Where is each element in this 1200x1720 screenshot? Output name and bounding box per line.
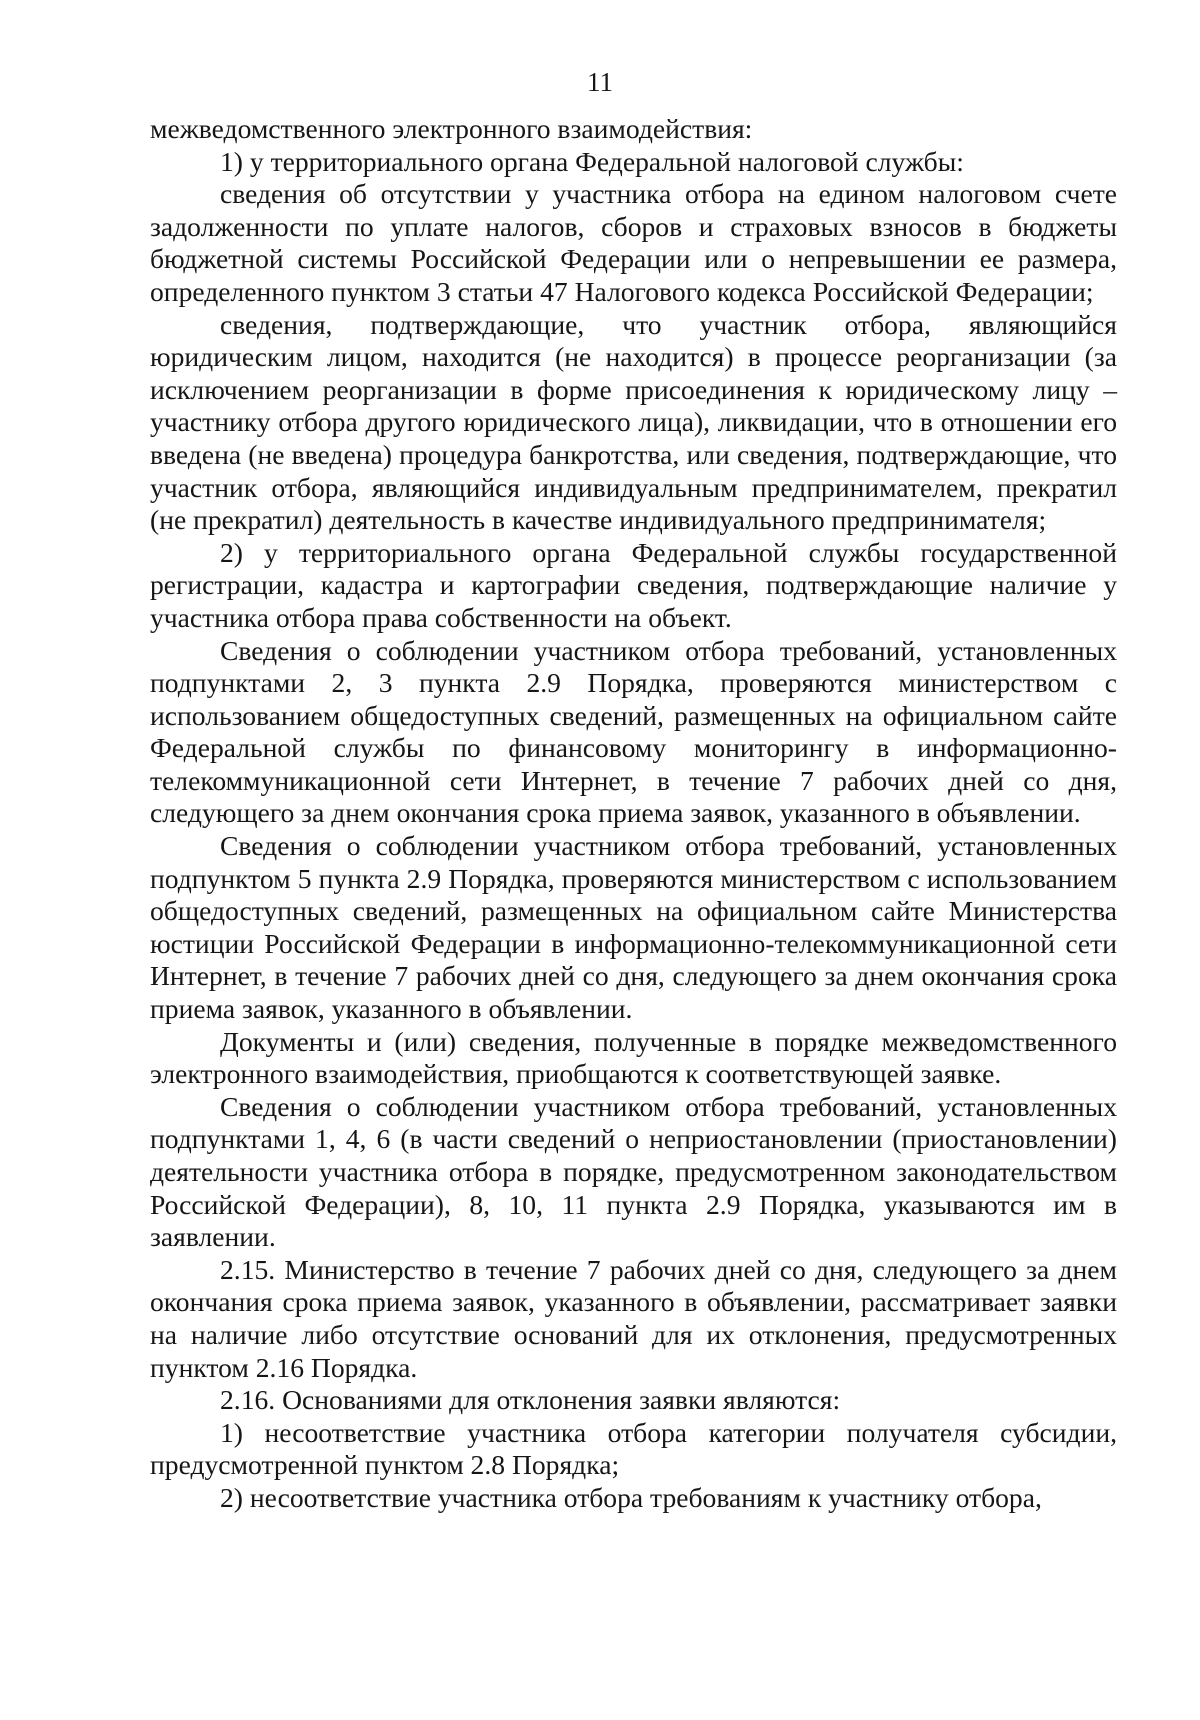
- paragraph-6: Сведения о соблюдении участником отбора требований, установленных подпунктами 2, 3 пункта 2.9 Порядка, проверяются министерством с использованием общедоступных сведений, размещенных на официальном сайте Федеральной службы по финансовому мониторингу в информационно-телекоммуникационной сети Интернет, в течение 7 рабочих дней со дня, следующего за днем окончания срока приема заявок, указанного в объявлении.: [150, 634, 1117, 829]
- paragraph-7: Сведения о соблюдении участником отбора требований, установленных подпунктом 5 пункта 2.9 Порядка, проверяются министерством с использованием общедоступных сведений, размещенных на официальном сайте Министерства юстиции Российской Федерации в информационно-телекоммуникационной сети Интернет, в течение 7 рабочих дней со дня, следующего за днем окончания срока приема заявок, указанного в объявлении.: [150, 830, 1117, 1025]
- document-text-body: [150, 113, 1117, 1515]
- paragraph-8: Документы и (или) сведения, полученные в порядке межведомственного электронного взаимодействия, приобщаются к соответствующей заявке.: [150, 1025, 1117, 1090]
- paragraph-4: сведения, подтверждающие, что участник отбора, являющийся юридическим лицом, находится (не находится) в процессе реорганизации (за исключением реорганизации в форме присоединения к юридическому лицу – участнику отбора другого юридического лица), ликвидации, что в отношении его введена (не введена) процедура банкротства, или сведения, подтверждающие, что участник отбора, являющийся индивидуальным предпринимателем, прекратил (не прекратил) деятельность в качестве индивидуального предпринимателя;: [150, 308, 1117, 536]
- paragraph-9: Сведения о соблюдении участником отбора требований, установленных подпунктами 1, 4, 6 (в части сведений о неприостановлении (приостановлении) деятельности участника отбора в порядке, предусмотренном законодательством Российской Федерации), 8, 10, 11 пункта 2.9 Порядка, указываются им в заявлении.: [150, 1090, 1117, 1253]
- paragraph-12: 1) несоответствие участника отбора категории получателя субсидии, предусмотренной пунктом 2.8 Порядка;: [150, 1416, 1117, 1481]
- paragraph-1: межведомственного электронного взаимодействия:: [150, 113, 753, 144]
- page-number: 11: [587, 67, 613, 97]
- paragraph-3: сведения об отсутствии у участника отбора на едином налоговом счете задолженности по уплате налогов, сборов и страховых взносов в бюджеты бюджетной системы Российской Федерации или о непревышении ее размера, определенного пунктом 3 статьи 47 Налогового кодекса Российской Федерации;: [150, 178, 1117, 307]
- paragraph-13: 2) несоответствие участника отбора требованиям к участнику отбора,: [220, 1481, 1042, 1513]
- paragraph-10: 2.15. Министерство в течение 7 рабочих дней со дня, следующего за днем окончания срока приема заявок, указанного в объявлении, рассматривает заявки на наличие либо отсутствие оснований для их отклонения, предусмотренных пунктом 2.16 Порядка.: [150, 1253, 1117, 1383]
- paragraph-2: 1) у территориального органа Федеральной налоговой службы:: [220, 145, 964, 177]
- paragraph-11: 2.16. Основаниями для отклонения заявки являются:: [220, 1384, 841, 1416]
- paragraph-5: 2) у территориального органа Федеральной службы государственной регистрации, кадастра и картографии сведения, подтверждающие наличие у участника отбора права собственности на объект.: [150, 536, 1117, 633]
